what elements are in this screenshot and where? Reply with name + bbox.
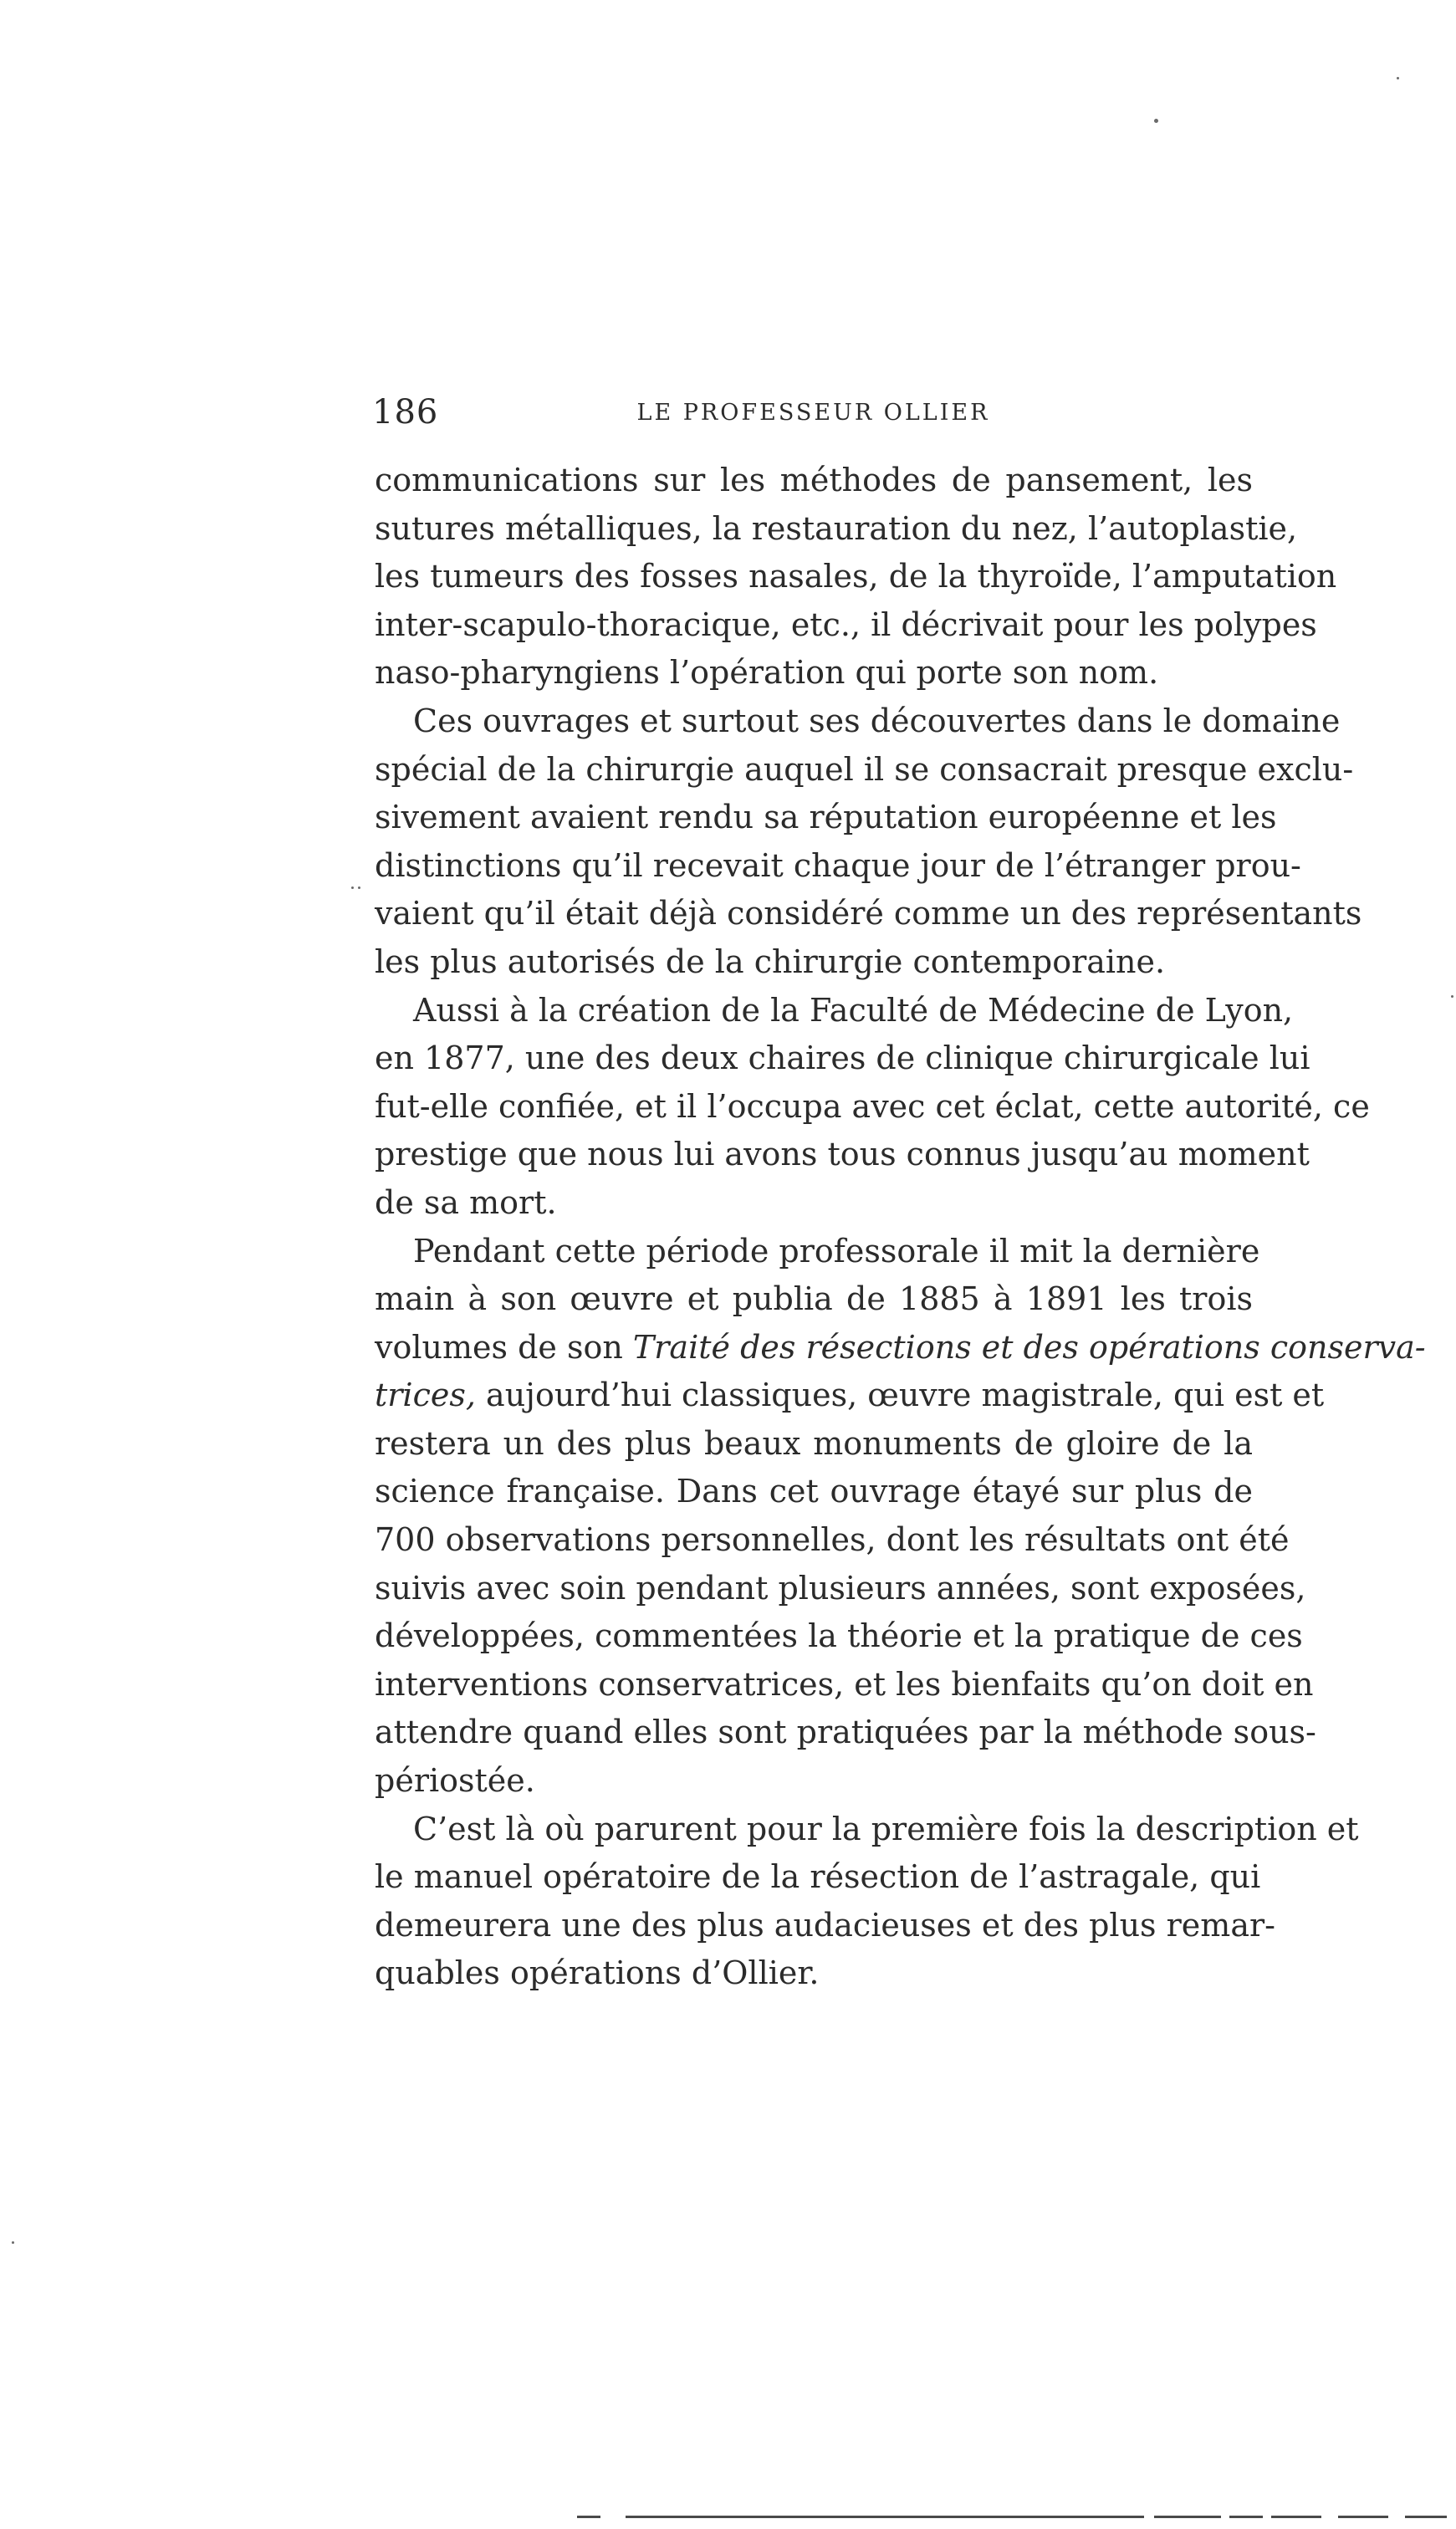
text-line: développées, commentées la théorie et la pratique de ces — [375, 1617, 1303, 1655]
text-line: interventions conservatrices, et les bienfaits qu’on doit en — [375, 1665, 1314, 1703]
text-fragment: volumes de son — [375, 1328, 623, 1366]
scan-edge-line — [577, 2516, 600, 2518]
paragraph-start-line: Ces ouvrages et surtout ses découvertes dans le domaine — [413, 702, 1341, 739]
text-line: sutures métalliques, la restauration du nez, l’autoplastie, — [375, 509, 1298, 547]
text-line: le manuel opératoire de la résection de l’astragale, qui — [375, 1858, 1261, 1896]
text-line: de sa mort. — [375, 1183, 557, 1221]
text-line: science française. Dans cet ouvrage étayé sur plus de — [375, 1473, 1253, 1510]
paragraph-start-line: C’est là où parurent pour la première fois la description et — [413, 1810, 1359, 1847]
scan-speck — [351, 886, 354, 889]
scan-edge-line — [1271, 2516, 1321, 2518]
text-line: naso-pharyngiens l’opération qui porte son nom. — [375, 654, 1159, 692]
text-line: fut-elle confiée, et il l’occupa avec cet éclat, cette autorité, ce — [375, 1087, 1370, 1125]
text-line: attendre quand elles sont pratiquées par la méthode sous- — [375, 1714, 1316, 1751]
text-line: quables opérations d’Ollier. — [375, 1954, 820, 1992]
book-title-part-1: Traité des résections et des opérations conserva- — [632, 1328, 1426, 1366]
text-line: 700 observations personnelles, dont les résultats ont été — [375, 1521, 1290, 1559]
text-line: suivis avec soin pendant plusieurs années, sont exposées, — [375, 1569, 1306, 1607]
text-line: inter-scapulo-thoracique, etc., il décrivait pour les polypes — [375, 605, 1317, 643]
running-head — [372, 393, 1254, 443]
scan-edge-line — [626, 2516, 1144, 2518]
text-line: les plus autorisés de la chirurgie contemporaine. — [375, 943, 1166, 980]
text-line: sivement avaient rendu sa réputation européenne et les — [375, 799, 1277, 836]
text-fragment: aujourd’hui classiques, œuvre magistrale, qui est et — [486, 1377, 1325, 1414]
text-line-with-title — [375, 1324, 1426, 1372]
scan-edge-line — [1338, 2516, 1388, 2518]
body-text — [375, 457, 1426, 1998]
paragraph-start-line: Pendant cette période professorale il mit la dernière — [413, 1232, 1260, 1270]
running-title: LE PROFESSEUR OLLIER — [636, 400, 990, 426]
text-line: distinctions qu’il recevait chaque jour de l’étranger prou- — [375, 846, 1301, 884]
text-line: périostée. — [375, 1762, 535, 1800]
text-line: spécial de la chirurgie auquel il se consacrait presque exclu- — [375, 750, 1354, 788]
scan-edge-line — [1405, 2516, 1447, 2518]
page-number: 186 — [372, 393, 439, 432]
book-title-part-2: trices, — [375, 1377, 476, 1414]
text-line: demeurera une des plus audacieuses et des plus remar- — [375, 1906, 1275, 1944]
paragraph-start-line: Aussi à la création de la Faculté de Médecine de Lyon, — [413, 991, 1294, 1029]
scan-speck — [1397, 77, 1399, 79]
scan-edge-line — [1154, 2516, 1221, 2518]
text-line: communications sur les méthodes de pansement, les — [375, 462, 1253, 498]
scan-speck — [12, 2241, 14, 2244]
text-line: main à son œuvre et publia de 1885 à 1891 les trois — [375, 1280, 1253, 1318]
text-line: vaient qu’il était déjà considéré comme un des représentants — [375, 895, 1362, 932]
scan-speck — [1451, 995, 1453, 998]
text-line-with-title — [375, 1372, 1325, 1420]
text-line: prestige que nous lui avons tous connus jusqu’au moment — [375, 1136, 1310, 1173]
text-line: les tumeurs des fosses nasales, de la thyroïde, l’amputation — [375, 558, 1337, 595]
scan-speck — [358, 886, 360, 889]
scan-edge-line — [1229, 2516, 1263, 2518]
text-line: en 1877, une des deux chaires de clinique chirurgicale lui — [375, 1040, 1310, 1077]
text-line: restera un des plus beaux monuments de gloire de la — [375, 1424, 1253, 1462]
scan-speck — [1154, 119, 1158, 123]
